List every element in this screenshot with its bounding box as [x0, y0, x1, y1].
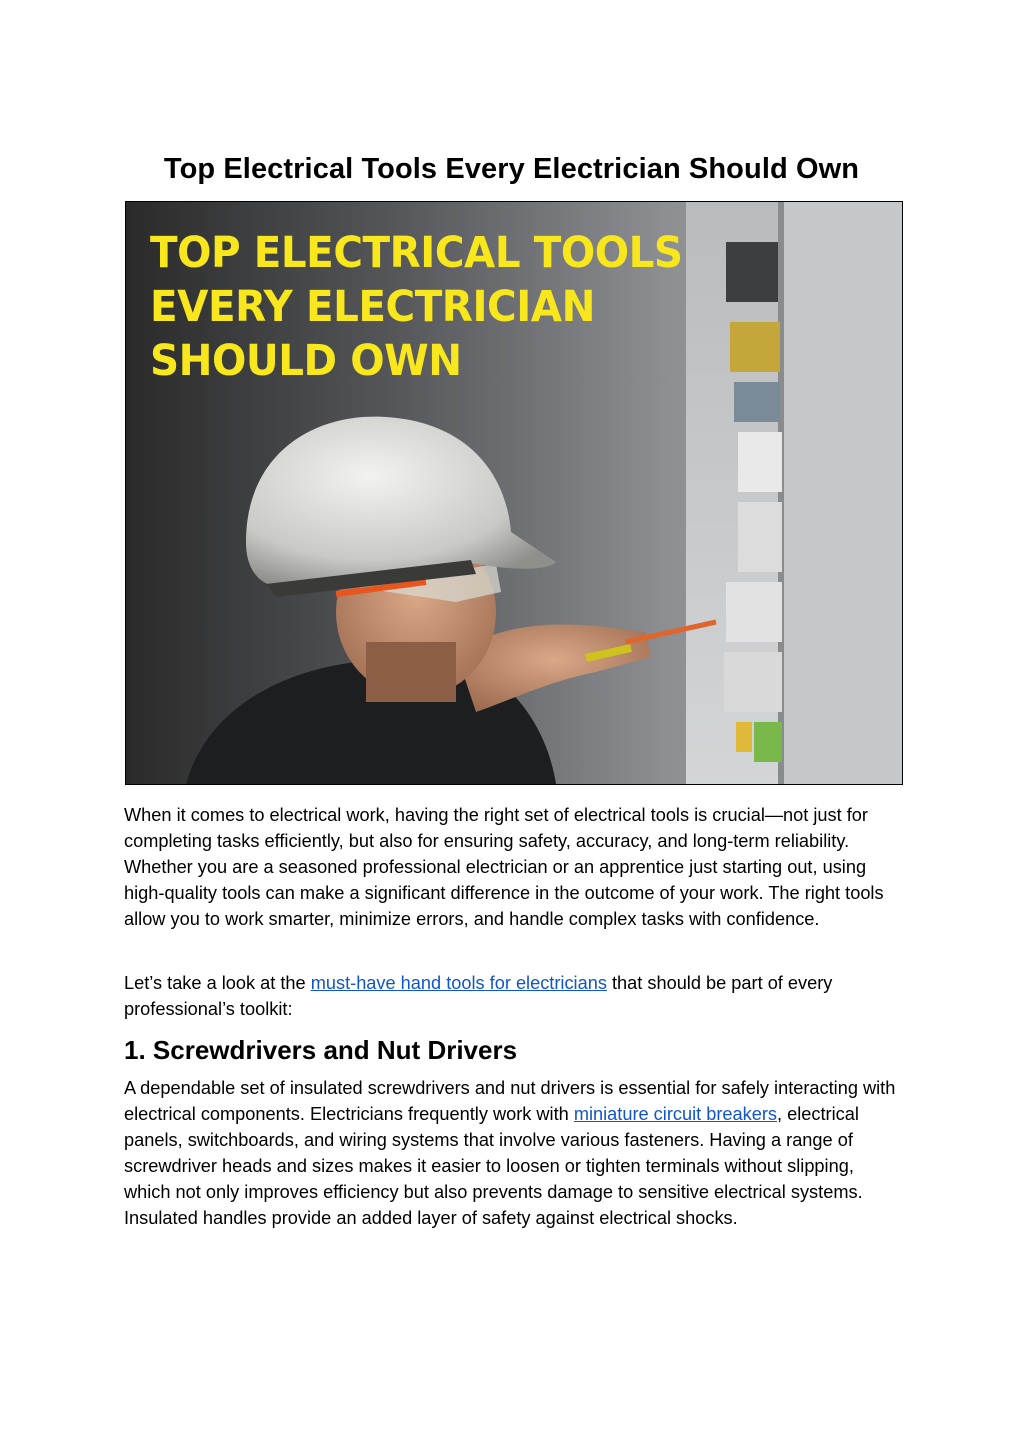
hero-heading-line: EVERY ELECTRICIAN [150, 282, 595, 332]
toolkit-text-end: that should be part of every professional’s toolkit: [124, 973, 833, 1019]
hero-heading-line: SHOULD OWN [150, 336, 462, 386]
hero-heading-line: TOP ELECTRICAL TOOLS [150, 228, 683, 278]
section-heading: 1. Screwdrivers and Nut Drivers [124, 1035, 518, 1065]
section-text-end: , electrical panels, switchboards, and wiring systems that involve various fasteners. Having a range of screwdriver heads and sizes makes it easier to loosen or tighten terminals without slipping, which not only improves efficiency but also prevents damage to sensitive electrical systems. Insulated handles provide an added layer of safety against electrical shocks. [124, 1104, 863, 1228]
document-title: Top Electrical Tools Every Electrician Should Own [163, 153, 860, 185]
circuit-breakers-link[interactable]: miniature circuit breakers [573, 1104, 777, 1124]
hand-tools-link[interactable]: must-have hand tools for electricians [310, 973, 607, 993]
section-paragraph [124, 1075, 904, 1231]
section-text-start: A dependable set of insulated screwdrivers and nut drivers is essential for safely interacting with electrical components. Electricians frequently work with [124, 1078, 896, 1124]
hero-image [125, 201, 903, 785]
toolkit-paragraph [124, 970, 904, 1022]
hero-heading [150, 226, 717, 388]
toolkit-text-start: Let’s take a look at the [124, 973, 311, 993]
intro-paragraph: When it comes to electrical work, having the right set of electrical tools is crucial—not just for completing tasks efficiently, but also for ensuring safety, accuracy, and long-term reliability. Whether you are a seasoned professional electrician or an apprentice just starting out, using high-quality tools can make a significant difference in the outcome of your work. The right tools allow you to work smarter, minimize errors, and handle complex tasks with confidence. [124, 805, 884, 929]
